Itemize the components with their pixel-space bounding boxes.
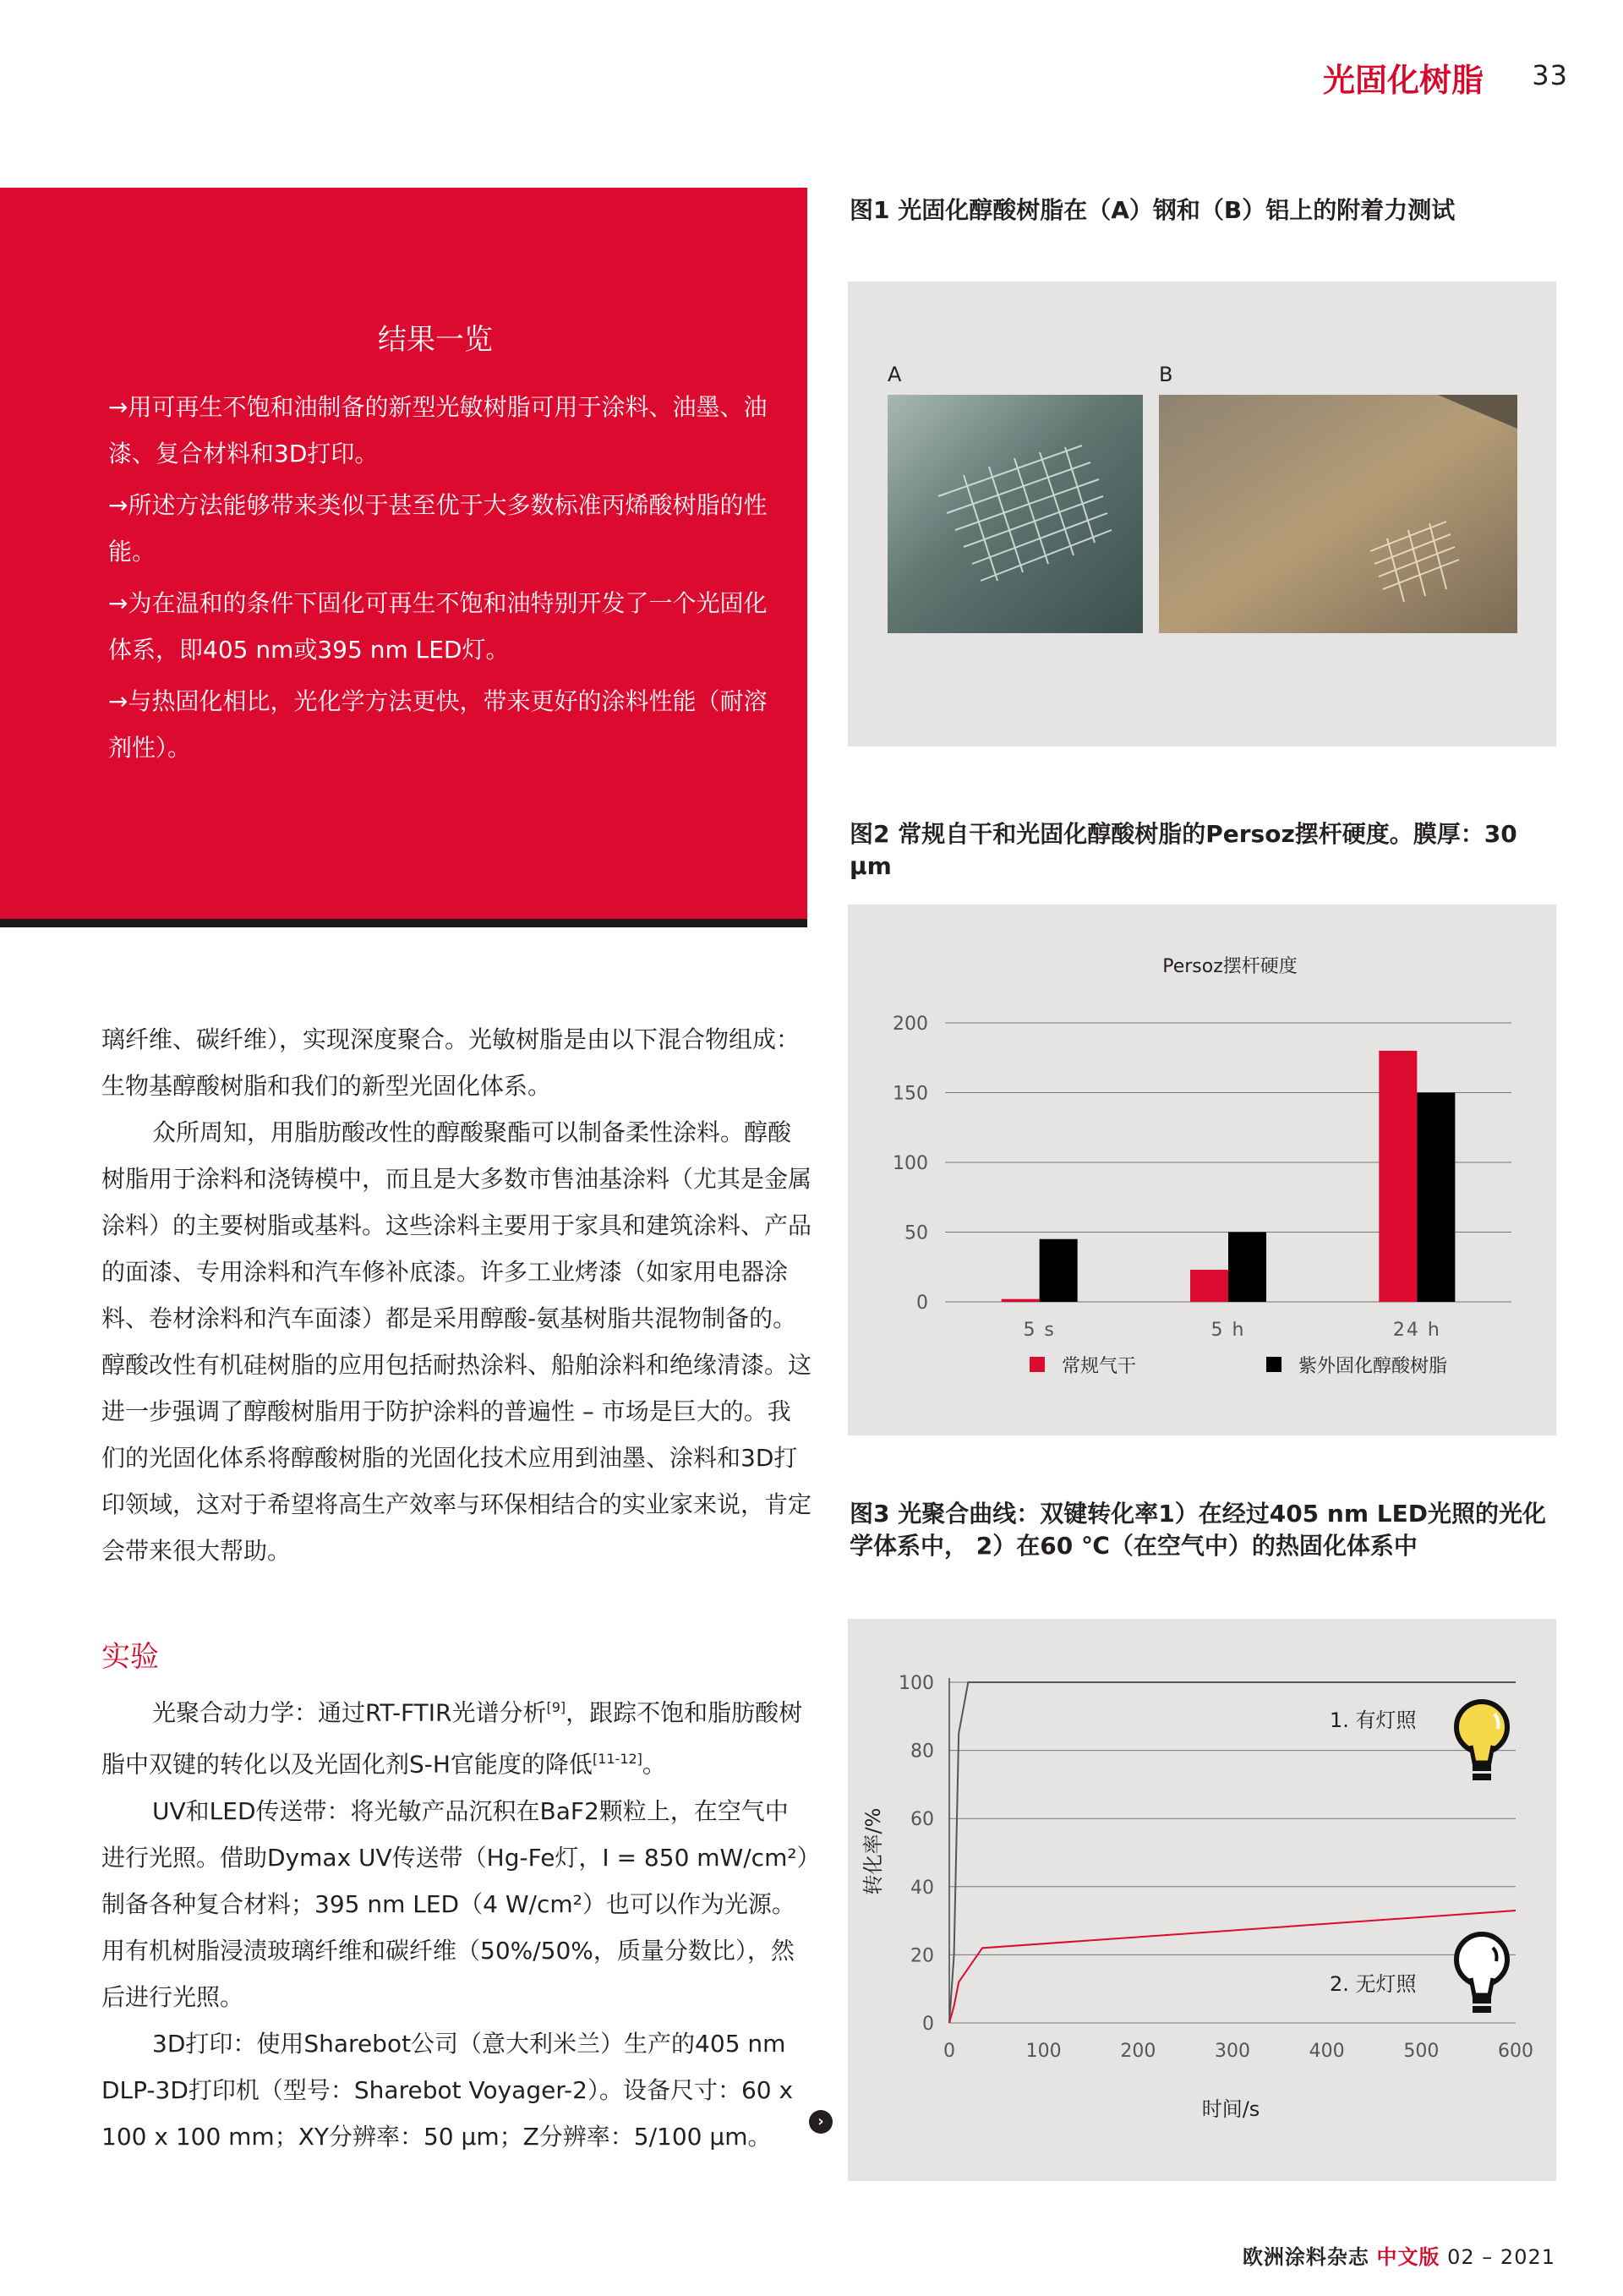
footer-issue: 02 – 2021	[1447, 2245, 1555, 2269]
photo-aluminium-adhesion-test	[1159, 395, 1517, 633]
footer	[1243, 2240, 1555, 2270]
y-tick-label: 20	[910, 1945, 934, 1967]
footer-edition: 中文版	[1376, 2245, 1440, 2269]
body-paragraph: UV和LED传送带：将光敏产品沉积在BaF2颗粒上，在空气中进行光照。借助Dymax UV传送带（Hg-Fe灯，I = 850 mW/cm²）制备各种复合材料；395 nm LED（4 W/cm²）也可以作为光源。用有机树脂浸渍玻璃纤维和碳纤维（50%/50%，质量分数比），然后进行光照。	[101, 1796, 809, 2011]
summary-item: →用可再生不饱和油制备的新型光敏树脂可用于涂料、油墨、油漆、复合材料和3D打印。	[108, 393, 768, 467]
x-tick-label: 24 h	[1392, 1320, 1441, 1341]
citation: [9]	[546, 1699, 566, 1715]
summary-item: →与热固化相比，光化学方法更快，带来更好的涂料性能（耐溶剂性）。	[108, 687, 768, 762]
experiment-text	[101, 1684, 812, 2160]
x-tick-label: 0	[943, 2041, 955, 2062]
section-heading: 实验	[101, 1640, 159, 1674]
summary-box	[0, 188, 807, 927]
page-number: 33	[1532, 59, 1568, 91]
y-tick-label: 60	[910, 1809, 934, 1831]
lightbulb-off-icon	[1452, 1927, 1511, 2020]
photo-steel-adhesion-test	[888, 395, 1143, 633]
legend-label: 常规气干	[1062, 1356, 1137, 1377]
y-tick-label: 50	[904, 1222, 928, 1244]
body-paragraph: 3D打印：使用Sharebot公司（意大利米兰）生产的405 nm DLP-3D打印机（型号：Sharebot Voyager-2）。设备尺寸：60 x 100 x 100 mm；XY分辨率：50 μm；Z分辨率：5/100 μm。	[101, 2029, 794, 2151]
bar-air-dry	[1379, 1051, 1417, 1302]
figure1-caption: 图1 光固化醇酸树脂在（A）钢和（B）铝上的附着力测试	[850, 196, 1456, 224]
x-tick-label: 600	[1498, 2041, 1533, 2062]
x-tick-label: 5 s	[1023, 1320, 1056, 1341]
photopolymerization-chart	[848, 1619, 1556, 2181]
body-paragraph: 众所周知，用脂肪酸改性的醇酸聚酯可以制备柔性涂料。醇酸树脂用于涂料和浇铸模中，而且是大多数市售油基涂料（尤其是金属涂料）的主要树脂或基料。这些涂料主要用于家具和建筑涂料、产品的面漆、专用涂料和汽车修补底漆。许多工业烤漆（如家用电器涂料、卷材涂料和汽车面漆）都是采用醇酸-氨基树脂共混物制备的。 醇酸改性有机硅树脂的应用包括耐热涂料、船舶涂料和绝缘清漆。这进一步强调了醇酸树脂用于防护涂料的普遍性 – 市场是巨大的。我们的光固化体系将醇酸树脂的光固化技术应用到油墨、涂料和3D打印领域，这对于希望将高生产效率与环保相结合的实业家来说，肯定会带来很大帮助。	[101, 1118, 812, 1565]
legend-swatch	[1030, 1357, 1045, 1372]
y-tick-label: 100	[893, 1153, 928, 1174]
chevron-right-icon: ›	[809, 2110, 833, 2134]
x-tick-label: 5 h	[1210, 1320, 1246, 1341]
bar-uv-cure	[1228, 1233, 1266, 1303]
bar-uv-cure	[1040, 1239, 1078, 1302]
figure3-caption: 图3 光聚合曲线：双键转化率1）在经过405 nm LED光照的光化学体系中， 2）在60 ℃（在空气中）的热固化体系中	[850, 1500, 1546, 1560]
photo-label-b: B	[1159, 363, 1173, 386]
footer-magazine: 欧洲涂料杂志	[1242, 2245, 1369, 2269]
y-tick-label: 150	[893, 1083, 928, 1105]
figure1-panel	[848, 282, 1556, 746]
x-tick-label: 500	[1403, 2041, 1440, 2062]
summary-item: →所述方法能够带来类似于甚至优于大多数标准丙烯酸树脂的性能。	[108, 491, 768, 566]
x-axis-label: 时间/s	[1201, 2097, 1260, 2121]
body-paragraph: 璃纤维、碳纤维），实现深度聚合。光敏树脂是由以下混合物组成：生物基醇酸树脂和我们的新型光固化体系。	[101, 1025, 801, 1100]
bar-uv-cure	[1417, 1093, 1455, 1303]
lamp-off-label: 2. 无灯照	[1330, 1972, 1417, 1996]
y-tick-label: 40	[910, 1877, 934, 1899]
citation: [11-12]	[592, 1751, 642, 1768]
summary-title: 结果一览	[378, 323, 493, 357]
summary-item: →为在温和的条件下固化可再生不饱和油特别开发了一个光固化体系，即405 nm或395 nm LED灯。	[108, 589, 768, 664]
series-line-lamp-on	[949, 1682, 1516, 2023]
summary-list	[108, 384, 784, 776]
legend-label: 紫外固化醇酸树脂	[1298, 1356, 1448, 1377]
figure2-caption: 图2 常规自干和光固化醇酸树脂的Persoz摆杆硬度。膜厚：30 μm	[850, 820, 1517, 880]
body-text	[101, 1016, 812, 1574]
y-tick-label: 200	[893, 1014, 928, 1035]
y-tick-label: 0	[916, 1293, 928, 1314]
persoz-hardness-chart	[848, 905, 1556, 1435]
figure3-panel	[848, 1619, 1556, 2181]
y-tick-label: 100	[899, 1673, 934, 1694]
x-tick-label: 200	[1120, 2041, 1156, 2062]
x-tick-label: 400	[1309, 2041, 1345, 2062]
chart-title: Persoz摆杆硬度	[1162, 956, 1298, 977]
lamp-on-label: 1. 有灯照	[1330, 1708, 1417, 1732]
y-tick-label: 0	[922, 2014, 934, 2035]
y-axis-label: 转化率/%	[861, 1807, 885, 1895]
y-tick-label: 80	[910, 1741, 934, 1763]
lightbulb-on-icon	[1452, 1695, 1511, 1788]
section-title: 光固化树脂	[1322, 62, 1484, 99]
bar-air-dry	[1002, 1299, 1040, 1302]
x-tick-label: 300	[1215, 2041, 1250, 2062]
bar-air-dry	[1190, 1270, 1228, 1302]
series-line-lamp-off	[949, 1911, 1516, 2023]
photo-label-a: A	[888, 363, 902, 386]
legend-swatch	[1266, 1357, 1281, 1372]
x-tick-label: 100	[1025, 2041, 1062, 2062]
figure2-panel	[848, 905, 1556, 1435]
body-paragraph: 光聚合动力学：通过RT-FTIR光谱分析[9]，跟踪不饱和脂肪酸树脂中双键的转化以及光固化剂S-H官能度的降低[11-12]。	[101, 1698, 803, 1779]
